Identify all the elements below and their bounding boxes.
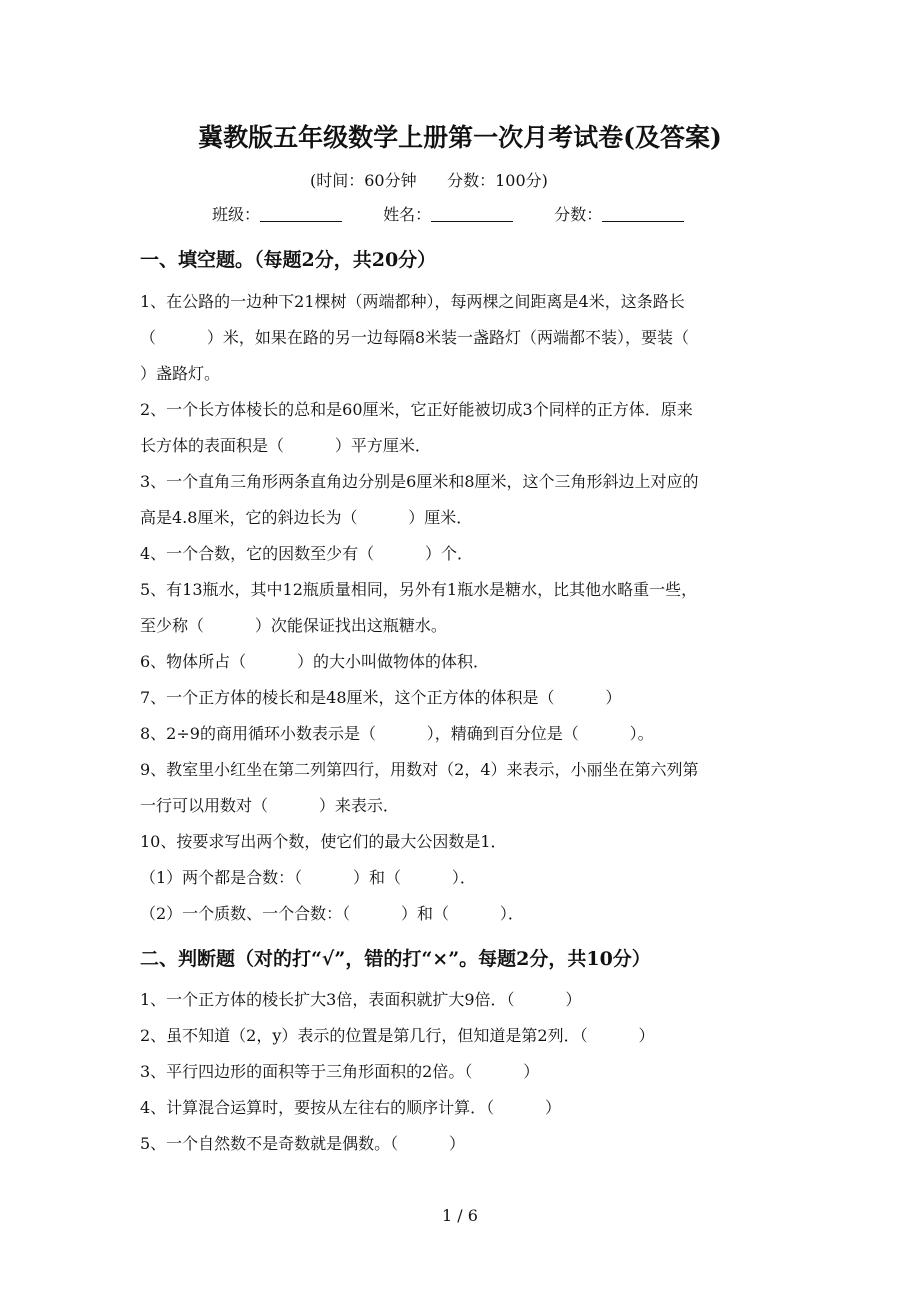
student-info-row (212, 202, 720, 225)
question-line: （ ）米，如果在路的另一边每隔8米装一盏路灯（两端都不装），要装（ (140, 328, 690, 347)
section-fill-in-heading: 一、填空题。（每题2分，共20分） (140, 249, 437, 271)
class-blank[interactable] (260, 207, 342, 222)
question-line: （1）两个都是合数：（ ）和（ ）． (140, 868, 476, 887)
question-line: 1、在公路的一边种下21棵树（两端都种），每两棵之间距离是4米，这条路长 (140, 292, 685, 311)
class-field (212, 202, 342, 225)
score-label: 分数： (554, 205, 603, 224)
name-field (383, 202, 513, 225)
question-line: 5、有13瓶水，其中12瓶质量相同，另外有1瓶水是糖水，比其他水略重一些， (140, 580, 698, 599)
question-line: 至少称（ ）次能保证找出这瓶糖水。 (140, 616, 447, 635)
question-line: 2、一个长方体棱长的总和是60厘米，它正好能被切成3个同样的正方体．原来 (140, 400, 693, 419)
question-line: 4、计算混合运算时，要按从左往右的顺序计算．（ ） (140, 1098, 562, 1117)
page-title: 冀教版五年级数学上册第一次月考试卷(及答案) (198, 123, 722, 152)
question-line: 3、平行四边形的面积等于三角形面积的2倍。（ ） (140, 1062, 540, 1081)
question-line: 10、按要求写出两个数，使它们的最大公因数是1． (140, 832, 507, 851)
question-line: 长方体的表面积是（ ）平方厘米． (140, 436, 431, 455)
name-label: 姓名： (383, 205, 432, 224)
question-line: 2、虽不知道（2，y）表示的位置是第几行，但知道是第2列．（ ） (140, 1026, 655, 1045)
question-line: 高是4.8厘米，它的斜边长为（ ）厘米． (140, 508, 473, 527)
question-line: 3、一个直角三角形两条直角边分别是6厘米和8厘米，这个三角形斜边上对应的 (140, 472, 699, 491)
exam-time-score: (时间：60分钟 分数：100分) (310, 171, 548, 190)
question-line: 一行可以用数对（ ）来表示． (140, 796, 399, 815)
question-line: ）盏路灯。 (140, 364, 221, 383)
question-line: 9、教室里小红坐在第二列第四行，用数对（2，4）来表示，小丽坐在第六列第 (140, 760, 699, 779)
score-blank[interactable] (602, 207, 684, 222)
question-line: 6、物体所占（ ）的大小叫做物体的体积． (140, 652, 490, 671)
question-line: 4、一个合数，它的因数至少有（ ）个． (140, 544, 474, 563)
score-field (554, 202, 684, 225)
question-line: 7、一个正方体的棱长和是48厘米，这个正方体的体积是（ ） (140, 688, 622, 707)
section-true-false-heading: 二、判断题（对的打“√”，错的打“×”。每题2分，共10分） (140, 948, 651, 970)
class-label: 班级： (212, 205, 261, 224)
question-line: （2）一个质数、一个合数：（ ）和（ ）． (140, 904, 524, 923)
question-line: 8、2÷9的商用循环小数表示是（ ），精确到百分位是（ ）。 (140, 724, 654, 743)
name-blank[interactable] (431, 207, 513, 222)
page-number: 1 / 6 (442, 1206, 478, 1225)
question-line: 5、一个自然数不是奇数就是偶数。（ ） (140, 1134, 466, 1153)
question-line: 1、一个正方体的棱长扩大3倍，表面积就扩大9倍．（ ） (140, 990, 582, 1009)
